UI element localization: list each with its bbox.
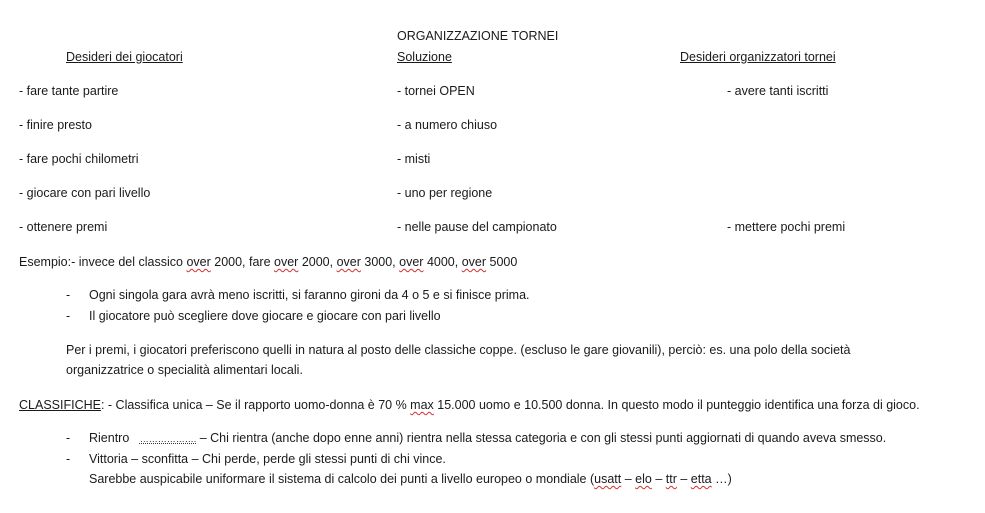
example-text: 2000, [298,255,337,269]
example-text: 5000 [486,255,518,269]
row-left: - ottenere premi [19,220,108,234]
example-word: over [274,255,299,269]
row-left: - fare pochi chilometri [19,152,139,166]
closing-word: usatt [594,472,622,486]
bullet-text: Ogni singola gara avrà meno iscritti, si faranno gironi da 4 o 5 e si finisce prima. [89,288,530,302]
bullet-text: Vittoria – sconfitta – Chi perde, perde gli stessi punti di chi vince. [89,452,446,466]
column-header-players: Desideri dei giocatori [66,50,183,64]
row-middle: - uno per regione [397,186,493,200]
rientro-text: – Chi rientra (anche dopo enne anni) rientra nella stessa categoria e con gli stessi punti aggiornati di quando aveva smesso. [196,431,887,445]
closing-sep: – [676,472,691,486]
example-text: 4000, [423,255,462,269]
classifiche-max: max [410,398,434,412]
bullet-marker: - [66,452,71,466]
row-middle: - nelle pause del campionato [397,220,557,234]
closing-word: elo [635,472,652,486]
example-text: 3000, [360,255,400,269]
row-middle: - a numero chiuso [397,118,498,132]
classifiche-line [19,397,920,413]
bullet-text: Il giocatore può scegliere dove giocare e giocare con pari livello [89,309,441,323]
classifiche-text: : - Classifica unica – Se il rapporto uomo-donna è 70 % [100,398,411,412]
closing-text: Sarebbe auspicabile uniformare il sistema di calcolo dei punti a livello europeo o mondiale ( [89,472,595,486]
column-header-organizers: Desideri organizzatori tornei [680,50,836,64]
bullet-marker: - [66,431,71,445]
example-word: over [336,255,361,269]
rientro-label: Rientro [89,431,130,445]
row-left: - giocare con pari livello [19,186,151,200]
closing-line [89,471,732,487]
example-word: over [186,255,211,269]
closing-word: etta [690,472,712,486]
row-left: - fare tante partire [19,84,119,98]
row-right: - mettere pochi premi [727,220,846,234]
classifiche-label: CLASSIFICHE [19,398,101,412]
closing-word: ttr [665,472,677,486]
classifiche-text: 15.000 uomo e 10.500 donna. In questo modo il punteggio identifica una forza di gioco. [433,398,920,412]
example-line [19,254,517,270]
row-right: - avere tanti iscritti [727,84,829,98]
example-word: over [461,255,487,269]
prizes-paragraph-line: Per i premi, i giocatori preferiscono quelli in natura al posto delle classiche coppe. (escluso le gare giovanili), perciò: es. una polo della società [66,343,851,357]
row-middle: - tornei OPEN [397,84,475,98]
bullet-text [89,430,886,447]
row-middle: - misti [397,152,431,166]
document-title: ORGANIZZAZIONE TORNEI [397,29,559,43]
example-text: Esempio:- invece del classico [19,255,187,269]
prizes-paragraph-line: organizzatrice o specialità alimentari locali. [66,363,303,377]
bullet-marker: - [66,288,71,302]
rientro-dots: ………………. [139,434,197,444]
example-word: over [399,255,424,269]
bullet-marker: - [66,309,71,323]
closing-sep: – [621,472,636,486]
row-left: - finire presto [19,118,92,132]
column-header-solution: Soluzione [397,50,452,64]
closing-text: …) [711,472,732,486]
example-text: 2000, fare [210,255,275,269]
closing-sep: – [651,472,666,486]
